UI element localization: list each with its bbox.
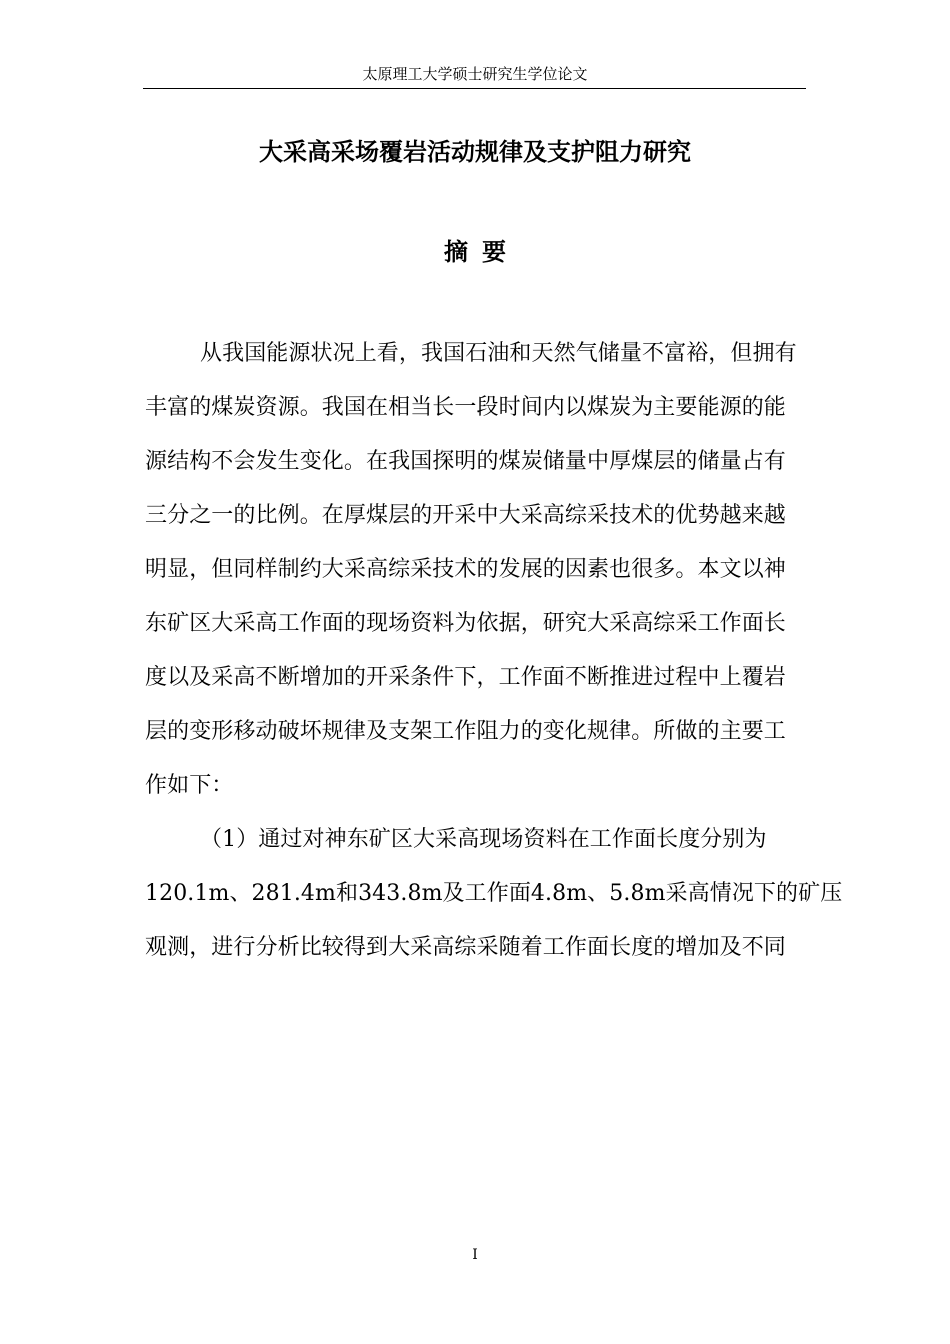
body-line: 观测，进行分析比较得到大采高综采随着工作面长度的增加及不同 [145, 935, 786, 960]
body-line: 作如下： [145, 773, 234, 798]
body-line: 东矿区大采高工作面的现场资料为依据，研究大采高综采工作面长 [145, 611, 786, 636]
page-number: I [472, 1247, 478, 1263]
body-line: （1）通过对神东矿区大采高现场资料在工作面长度分别为 [200, 827, 767, 852]
abstract-body [145, 327, 843, 975]
body-line: 丰富的煤炭资源。我国在相当长一段时间内以煤炭为主要能源的能 [145, 395, 786, 420]
body-line: 明显，但同样制约大采高综采技术的发展的因素也很多。本文以神 [145, 557, 786, 582]
body-line: 从我国能源状况上看，我国石油和天然气储量不富裕，但拥有 [200, 341, 797, 366]
abstract-heading: 摘要 [444, 238, 520, 266]
header-rule [143, 88, 806, 89]
body-line: 层的变形移动破坏规律及支架工作阻力的变化规律。所做的主要工 [145, 719, 786, 744]
body-line: 三分之一的比例。在厚煤层的开采中大采高综采技术的优势越来越 [145, 503, 786, 528]
body-line: 120.1m、281.4m和343.8m及工作面4.8m、5.8m采高情况下的矿压 [145, 881, 843, 906]
running-header: 太原理工大学硕士研究生学位论文 [362, 65, 588, 83]
thesis-title: 大采高采场覆岩活动规律及支护阻力研究 [259, 138, 691, 166]
body-line: 度以及采高不断增加的开采条件下，工作面不断推进过程中上覆岩 [145, 665, 786, 690]
body-line: 源结构不会发生变化。在我国探明的煤炭储量中厚煤层的储量占有 [145, 449, 786, 474]
